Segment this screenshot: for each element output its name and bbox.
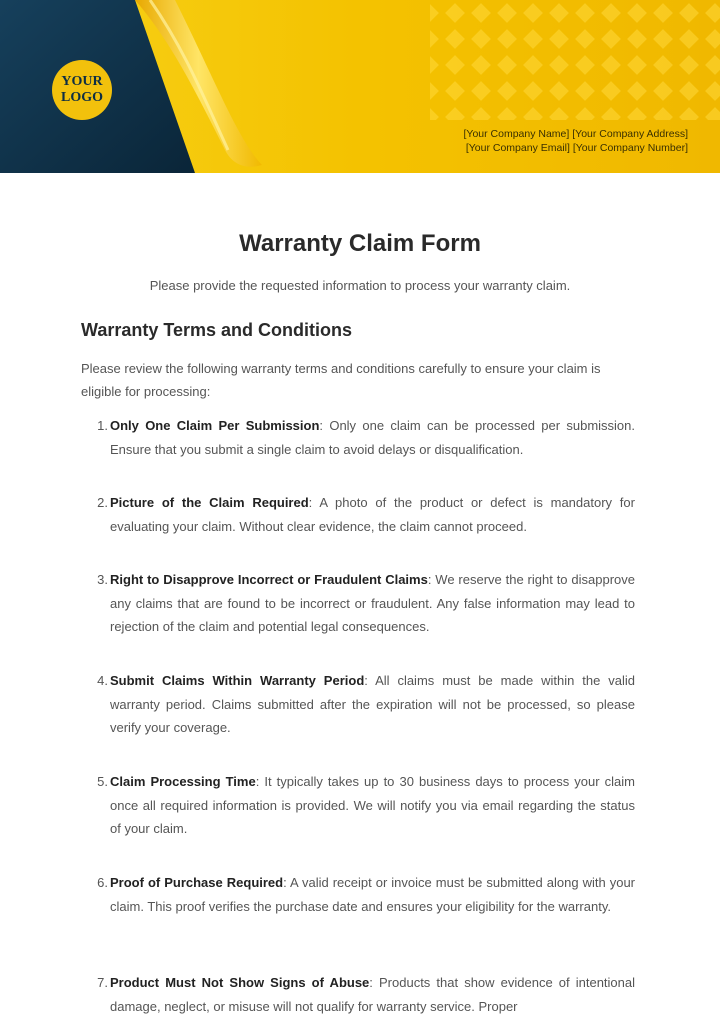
term-title: Submit Claims Within Warranty Period (110, 673, 365, 688)
term-body (110, 669, 635, 740)
page-subtitle: Please provide the requested information to process your warranty claim. (149, 278, 571, 293)
company-logo (52, 60, 112, 120)
term-title: Proof of Purchase Required (110, 875, 284, 890)
page-title: Warranty Claim Form (239, 230, 481, 257)
term-body (110, 971, 635, 1018)
term-body (110, 491, 635, 538)
term-number: 2. (97, 495, 108, 510)
term-title: Product Must Not Show Signs of Abuse (110, 975, 370, 990)
term-number: 7. (97, 975, 108, 990)
term-number: 5. (97, 774, 108, 789)
company-name-address: [Your Company Name] [Your Company Address] (463, 128, 688, 140)
term-text: : A valid receipt or invoice must be submitted along with your claim. This proof verifies the purchase date and ensures your eligibility for the warranty. (110, 875, 635, 914)
term-text: : A photo of the product or defect is mandatory for evaluating your claim. Without clear evidence, the claim cannot proceed. (110, 495, 635, 534)
term-text: : Only one claim can be processed per submission. Ensure that you submit a single claim to avoid delays or disqualification. (110, 418, 635, 457)
company-email-number: [Your Company Email] [Your Company Number] (465, 142, 688, 154)
header-banner (0, 0, 720, 173)
section-heading: Warranty Terms and Conditions (81, 320, 353, 340)
logo-text-line1: YOUR (61, 74, 103, 89)
term-number: 4. (97, 673, 108, 688)
term-text: : We reserve the right to disapprove any claims that are found to be incorrect or fraudulent. Any false information may lead to rejection of the claim and potential legal consequences. (110, 572, 635, 634)
term-title: Claim Processing Time (110, 774, 256, 789)
term-body (110, 568, 635, 639)
term-body (110, 871, 635, 918)
term-body (110, 414, 635, 461)
term-title: Only One Claim Per Submission (110, 418, 320, 433)
term-body (110, 770, 635, 841)
logo-text-line2: LOGO (60, 90, 103, 105)
term-text: : It typically takes up to 30 business days to process your claim once all required information is provided. We will notify you via email regarding the status of your claim. (110, 774, 635, 836)
term-number: 6. (97, 875, 108, 890)
term-number: 1. (97, 418, 108, 433)
term-title: Right to Disapprove Incorrect or Fraudulent Claims (110, 572, 428, 587)
term-text: : All claims must be made within the valid warranty period. Claims submitted after the expiration will not be processed, so please verify your coverage. (110, 673, 635, 735)
company-info (463, 127, 688, 155)
term-text: : Products that show evidence of intentional damage, neglect, or misuse will not qualify for warranty service. Proper (110, 975, 635, 1014)
section-intro: Please review the following warranty terms and conditions carefully to ensure your claim is eligible for processing: (81, 361, 601, 399)
term-number: 3. (97, 572, 108, 587)
term-title: Picture of the Claim Required (110, 495, 309, 510)
